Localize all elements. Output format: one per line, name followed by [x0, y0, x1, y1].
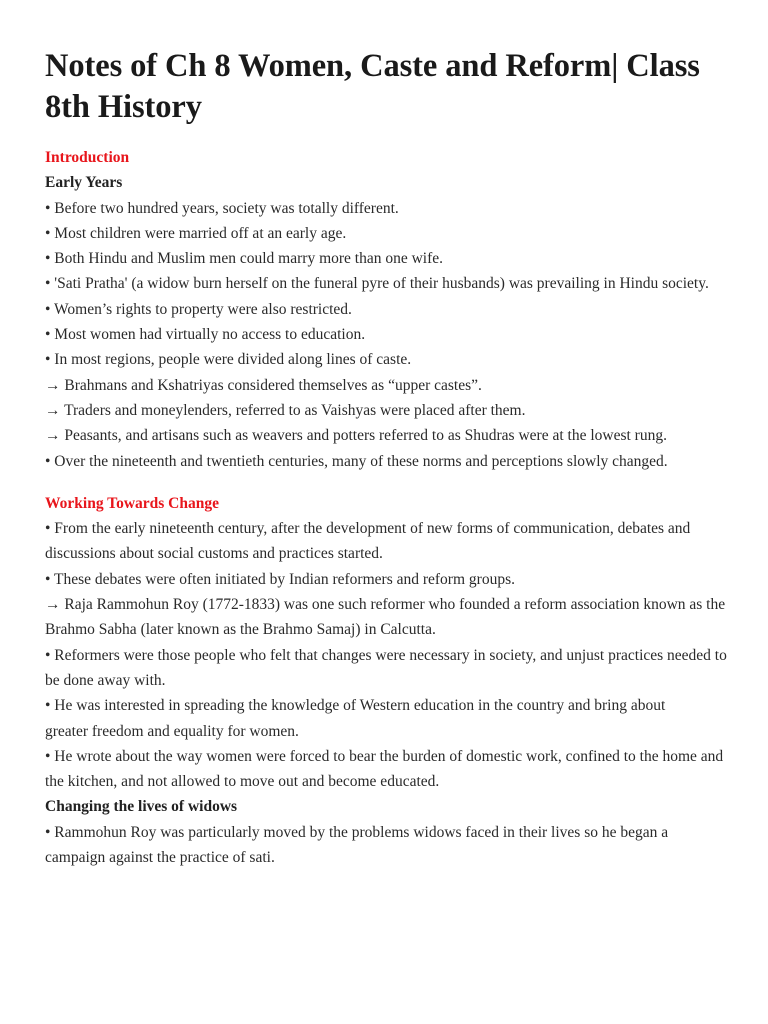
text-line: • These debates were often initiated by Indian reformers and reform groups. [45, 570, 515, 588]
text-line: • Before two hundred years, society was totally different. [45, 199, 399, 217]
text-line: • Over the nineteenth and twentieth centuries, many of these norms and perceptions slowly changed. [45, 452, 668, 470]
section-heading: Introduction [45, 149, 130, 166]
text-line: • Both Hindu and Muslim men could marry more than one wife. [45, 250, 444, 268]
text-line: • He wrote about the way women were forced to bear the burden of domestic work, confined to the home and the kitchen, and not allowed to move out and become educated. [45, 747, 724, 791]
text-line: • He was interested in spreading the knowledge of Western education in the country and bring about [45, 697, 666, 715]
text-line: → Raja Rammohun Roy (1772-1833) was one such reformer who founded a reform association known as the Brahmo Sabha (later known as the Brahmo Samaj) in Calcutta. [45, 596, 726, 639]
text-line: • From the early nineteenth century, after the development of new forms of communication, debates and discussions about social customs and practices started. [45, 520, 691, 563]
text-line: → Traders and moneylenders, referred to as Vaishyas were placed after them. [45, 401, 526, 419]
sub-heading: Early Years [45, 174, 123, 192]
page-title: Notes of Ch 8 Women, Caste and Reform| Class 8th History [45, 48, 700, 125]
text-line: • In most regions, people were divided along lines of caste. [45, 351, 412, 369]
text-line: → Brahmans and Kshatriyas considered themselves as “upper castes”. [45, 376, 482, 394]
text-line: greater freedom and equality for women. [45, 722, 299, 740]
text-line: • Most children were married off at an early age. [45, 224, 347, 242]
text-line: • Rammohun Roy was particularly moved by the problems widows faced in their lives so he began a campaign against the practice of sati. [45, 823, 669, 867]
sub-heading: Changing the lives of widows [45, 798, 238, 816]
text-line: → Peasants, and artisans such as weavers and potters referred to as Shudras were at the lowest rung. [45, 427, 667, 445]
section-gap [45, 474, 728, 491]
section-introduction [45, 145, 728, 474]
section-working-towards-change [45, 491, 728, 870]
section-heading: Working Towards Change [45, 494, 219, 512]
text-line: • Most women had virtually no access to education. [45, 326, 366, 344]
text-line: • Reformers were those people who felt that changes were necessary in society, and unjust practices needed to be done away with. [45, 646, 727, 689]
text-line: • Women’s rights to property were also restricted. [45, 300, 352, 318]
text-line: • 'Sati Pratha' (a widow burn herself on the funeral pyre of their husbands) was prevailing in Hindu society. [45, 275, 709, 293]
